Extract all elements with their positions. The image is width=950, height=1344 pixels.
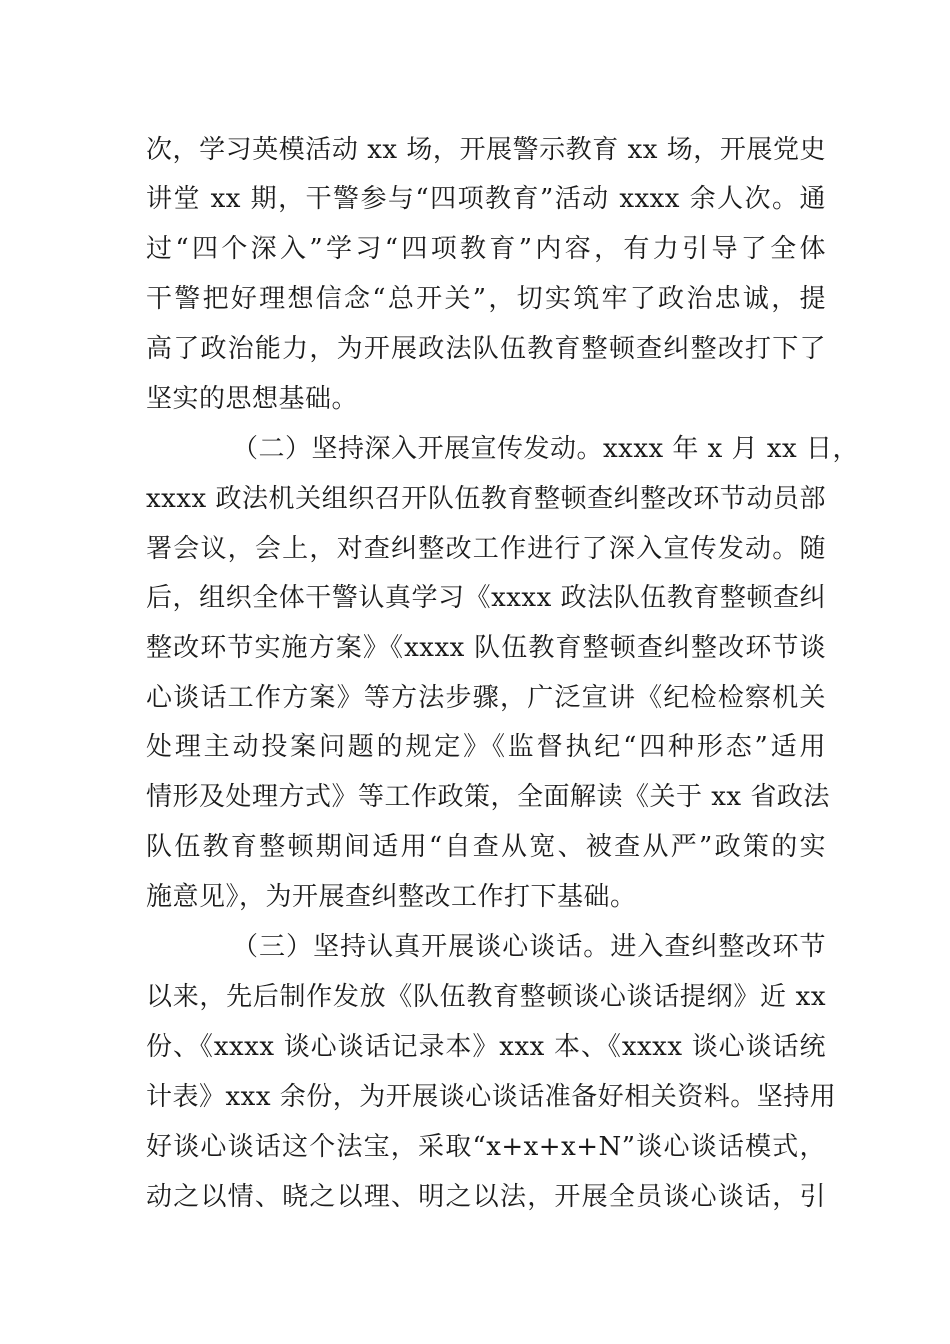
text-line: 队伍教育整顿期间适用“自查从宽、被查从严”政策的实 (146, 832, 826, 862)
text-line: 署会议，会上，对查纠整改工作进行了深入宣传发动。随 (146, 534, 826, 564)
text-line: 过“四个深入”学习“四项教育”内容，有力引导了全体 (146, 234, 826, 264)
text-line: 坚实的思想基础。 (146, 384, 359, 414)
text-line: xxxx 政法机关组织召开队伍教育整顿查纠整改环节动员部 (146, 484, 826, 514)
text-line: 整改环节实施方案》《xxxx 队伍教育整顿查纠整改环节谈 (146, 633, 826, 663)
text-line: 以来，先后制作发放《队伍教育整顿谈心谈话提纲》近 xx (146, 982, 826, 1012)
paragraph-heading: （三）坚持认真开展谈心谈话。进入查纠整改环节 (232, 932, 826, 962)
text-line: 心谈话工作方案》等方法步骤，广泛宣讲《纪检检察机关 (146, 683, 826, 713)
text-line: 次，学习英模活动 xx 场，开展警示教育 xx 场，开展党史 (146, 135, 826, 165)
text-line: 情形及处理方式》等工作政策，全面解读《关于 xx 省政法 (146, 782, 830, 812)
text-line: 高了政治能力，为开展政法队伍教育整顿查纠整改打下了 (146, 334, 826, 364)
text-line: 好谈心谈话这个法宝，采取“x+x+x+N”谈心谈话模式， (146, 1132, 826, 1162)
text-line: 计表》xxx 余份，为开展谈心谈话准备好相关资料。坚持用 (146, 1082, 837, 1112)
text-line: 处理主动投案问题的规定》《监督执纪“四种形态”适用 (146, 732, 826, 762)
text-line: 后，组织全体干警认真学习《xxxx 政法队伍教育整顿查纠 (146, 583, 826, 613)
paragraph-heading: （二）坚持深入开展宣传发动。xxxx 年 x 月 xx 日， (232, 434, 859, 464)
text-line: 干警把好理想信念“总开关”，切实筑牢了政治忠诚，提 (146, 284, 826, 314)
text-line: 份、《xxxx 谈心谈话记录本》xxx 本、《xxxx 谈心谈话统 (146, 1032, 826, 1062)
text-line: 施意见》，为开展查纠整改工作打下基础。 (146, 882, 637, 912)
text-line: 动之以情、晓之以理、明之以法，开展全员谈心谈话，引 (146, 1182, 826, 1212)
text-line: 讲堂 xx 期，干警参与“四项教育”活动 xxxx 余人次。通 (146, 184, 826, 214)
